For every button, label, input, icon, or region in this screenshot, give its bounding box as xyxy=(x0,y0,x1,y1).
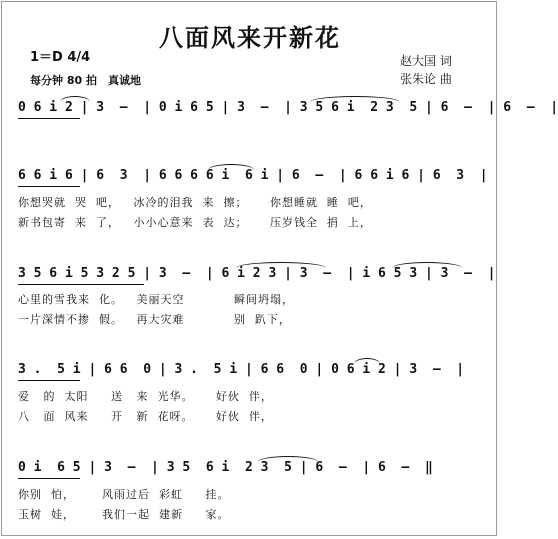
composer-credit: 张朱论 曲 xyxy=(400,72,452,86)
score-row-5-lyric-verse-1: 你别 怕， 风雨过后 彩虹 挂。 xyxy=(18,488,230,501)
lyricist-credit: 赵大国 词 xyxy=(400,54,452,68)
tie-mark xyxy=(392,262,462,268)
score-row-1-notes: 0 6 i 2 | 3 – | 0 i 6 5 | 3 – | 3 5 6 i 2 3 5 | 6 – | 6 – | xyxy=(18,100,558,115)
score-row-3-notes: 3 5 6 i 5 3 2 5 | 3 – | 6 i 2 3 | 3 – | i 6 5 3 | 3 – | xyxy=(18,266,496,281)
slur-mark xyxy=(208,164,254,170)
score-row-3-lyric-verse-2: 一片深情不掺 假。 再大灾难 别 趴下， xyxy=(18,313,291,326)
score-row-5-lyric-verse-2: 玉树 娃， 我们一起 建新 家。 xyxy=(18,508,230,521)
key-signature: 1＝D 4/4 xyxy=(30,50,91,65)
song-title: 八面风来开新花 xyxy=(159,24,341,52)
beam-underline xyxy=(18,380,80,381)
score-row-4-notes: 3 . 5 i | 6 6 0 | 3 . 5 i | 6 6 0 | 0 6 i 2 | 3 – | xyxy=(18,362,465,377)
tie-mark xyxy=(258,456,318,462)
score-row-2-notes: 6 6 i 6 | 6 3 | 6 6 6 6 i 6 i | 6 – | 6 6 i 6 | 6 3 | xyxy=(18,168,488,183)
beam-underline xyxy=(18,118,80,119)
score-row-2-lyric-verse-2: 新书包寄 来 了， 小小心意来 表 达； 压岁钱全 捐 上， xyxy=(18,216,372,229)
tie-mark xyxy=(310,96,400,102)
slur-mark xyxy=(354,358,380,364)
beam-underline xyxy=(18,186,80,187)
beam-underline xyxy=(18,284,144,285)
score-row-5-notes: 0 i 6 5 | 3 – | 3 5 6 i 2 3 5 | 6 – | 6 – ‖ xyxy=(18,460,433,475)
score-row-3-lyric-verse-1: 心里的雪我来 化。 美丽天空 瞬间坍塌， xyxy=(18,293,294,306)
score-row-4-lyric-verse-1: 爱 的 太阳 送 来 光华。 好伙 伴， xyxy=(18,390,273,403)
score-row-4-lyric-verse-2: 八 面 风来 开 新 花呀。 好伙 伴， xyxy=(18,410,273,423)
slur-mark xyxy=(60,96,90,102)
tie-mark xyxy=(236,262,326,268)
score-row-2-lyric-verse-1: 你想哭就 哭 吧， 冰冷的泪我 来 擦； 你想睡就 睡 吧， xyxy=(18,196,372,209)
tempo-marking: 每分钟 80 拍 真诚地 xyxy=(30,74,141,87)
beam-underline xyxy=(18,478,80,479)
